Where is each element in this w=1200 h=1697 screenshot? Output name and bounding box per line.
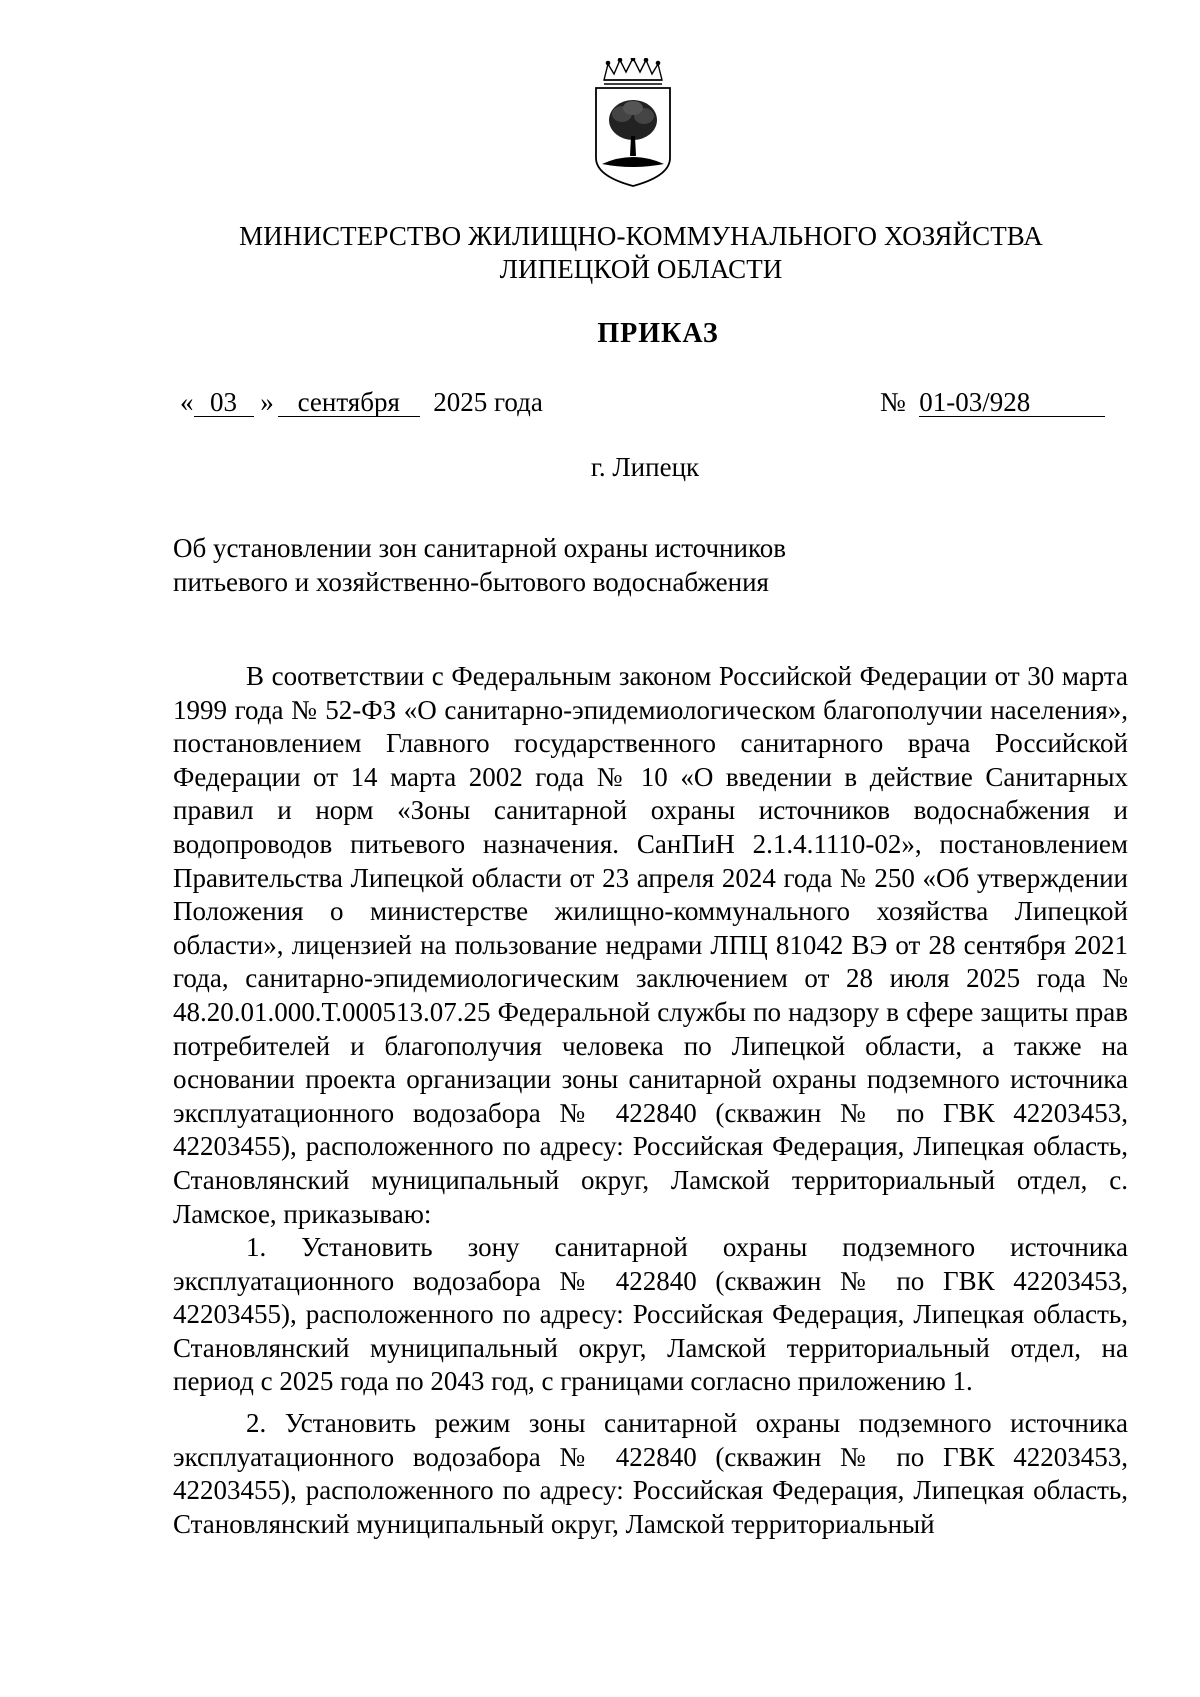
coat-of-arms-icon	[592, 58, 674, 188]
ministry-name-line2: ЛИПЕЦКОЙ ОБЛАСТИ	[499, 254, 783, 284]
number-sign: №	[880, 387, 906, 417]
order-item-2: 2. Установить режим зоны санитарной охраны подземного источника эксплуатационного водозабора № 422840 (скважин № по ГВК 42203453, 42203455), расположенного по адресу: Российская Федерация, Липецкая область, Становлянский муниципальный округ, Ламской территориальный	[173, 1408, 1128, 1539]
document-type-title: ПРИКАЗ	[597, 318, 719, 349]
ministry-name-line1: МИНИСТЕРСТВО ЖИЛИЩНО-КОММУНАЛЬНОГО ХОЗЯЙСТВА	[239, 221, 1043, 251]
preamble-paragraph: В соответствии с Федеральным законом Российской Федерации от 30 марта 1999 года № 52-ФЗ «О санитарно-эпидемиологическом благополучии населения», постановлением Главного государственного санитарного врача Российской Федерации от 14 марта 2002 года № 10 «О введении в действие Санитарных правил и норм «Зоны санитарной охраны источников водоснабжения и водопроводов питьевого назначения. СанПиН 2.1.4.1110-02», постановлением Правительства Липецкой области от 23 апреля 2024 года № 250 «Об утверждении Положения о министерстве жилищно-коммунального хозяйства Липецкой области», лицензией на пользование недрами ЛПЦ 81042 ВЭ от 28 сентября 2021 года, санитарно-эпидемиологическим заключением от 28 июля 2025 года № 48.20.01.000.Т.000513.07.25 Федеральной службы по надзору в сфере защиты прав потребителей и благополучия человека по Липецкой области, а также на основании проекта организации зоны санитарной охраны подземного источника эксплуатационного водозабора № 422840 (скважин № по ГВК 42203453, 42203455), расположенного по адресу: Российская Федерация, Липецкая область, Становлянский муниципальный округ, Ламской территориальный отдел, с. Ламское, приказываю:	[173, 661, 1128, 1229]
date-field	[180, 385, 543, 419]
open-quote: «	[180, 387, 194, 417]
document-subject: Об установлении зон санитарной охраны источников питьевого и хозяйственно-бытового водоснабжения	[173, 533, 786, 597]
document-number	[880, 385, 1105, 419]
date-month: сентября	[278, 388, 420, 417]
date-year: 2025 года	[433, 387, 543, 417]
city-name: г. Липецк	[590, 452, 700, 482]
number-value: 01-03/928	[919, 388, 1105, 417]
order-item-1: 1. Установить зону санитарной охраны подземного источника эксплуатационного водозабора № 422840 (скважин № по ГВК 42203453, 42203455), расположенного по адресу: Российская Федерация, Липецкая область, Становлянский муниципальный округ, Ламской территориальный отдел, на период с 2025 года по 2043 год, с границами согласно приложению 1.	[173, 1232, 1128, 1397]
document-body	[173, 660, 1128, 1541]
date-day: 03	[194, 388, 254, 417]
close-quote: »	[260, 387, 274, 417]
